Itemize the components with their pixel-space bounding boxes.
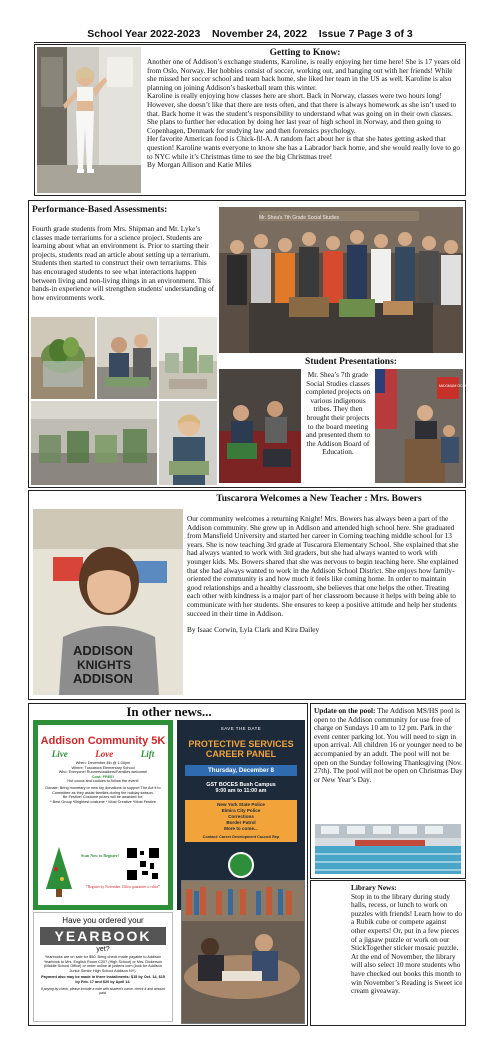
fivek-prize-list: * Best Group *Brightest costume * Most Creative *Most Festive [50,799,156,804]
assessments-title: Performance-Based Assessments: [32,205,168,215]
karoline-photo [37,47,141,193]
pool-update-section [310,703,466,879]
career-time: 9:00 am to 11:00 am [215,788,267,794]
terrarium-photo-4 [31,401,157,485]
career-contact: Contact: Career Development Council Rep [202,835,280,839]
shirt-text: ADDISON [73,643,133,658]
getting-to-know-p2: Karoline is really enjoying how classes here are short. Back in Norway, classes were two hours long! However, she doesn’t like that there are tests often, and that there is always homework as she isn’t used to that. Back home it was the student’s responsibility to understand what was going on in their own classes. She plans to further her education by doing her last year of high school in Norway, and then going to Copenhagen, Denmark for studying law and then forensics psychology. [147,91,457,135]
pool-text [314,707,464,784]
agency-item: New York State Police [217,802,265,807]
presentations-title: Student Presentations: [305,357,397,367]
library-photo [181,880,305,1024]
presentations-table-photo [219,369,301,483]
pool-title: Update on the pool: [314,706,376,715]
yearbook-note: If paying by check, please include a note with student's name, check # and amount paid. [40,986,166,995]
pool-body: The Addison MS/HS pool is open to the Addison community for use free of charge on Sundays 10 am to 12 pm. Park in the event center parking lot. You will need to sign in upon arrival. All children 16 or younger need to be accompanied by an adult. The pool will not be open on the Sunday following Thanksgiving (Nov. 27th). The pool will not be open on Christmas Day or New Year’s Day. [314,706,463,784]
school-year: School Year 2022-2023 [87,28,201,40]
fivek-where: Where: Tuscarora Elementary School [71,765,135,770]
agency-item: Corrections [228,814,254,819]
board-meeting-group-photo [219,207,463,353]
getting-to-know-title: Getting to Know: [269,48,341,58]
fivek-register: *Register by November 13th to guarantee a t-shirt* [86,885,160,889]
newsletter-header [34,28,466,42]
yearbook-word: YEARBOOK [40,927,166,945]
fivek-who: Who: Everyone! Runners/walkers/Families welcome! [58,770,148,775]
getting-to-know-p1: Another one of Addison’s exchange students, Karoline, is really enjoying her time here! She is 17 years old from Oslo, Norway. Her hobbies consist of soccer, working out, and hanging out with her friends! While she missed her soccer school and team back home, she liked her team in the US as well. Karoline is also planning on joining Addison’s basketball team this winter. [147,57,461,92]
library-news-section [310,880,466,1026]
christmas-tree-icon [44,845,74,901]
fivek-tag-live: Live [51,749,68,759]
career-agencies [185,800,297,842]
svg-text:KNIGHTS: KNIGHTS [77,658,131,672]
presentations-podium-photo [375,369,481,483]
library-text [351,884,463,996]
yearbook-yet: yet? [96,946,110,953]
terrarium-photo-1 [31,317,95,399]
fivek-tag-lift: Lift [140,749,155,759]
career-logo-icon [228,852,254,878]
occupancy-sign: MAXIMUM OCCUPANCY [439,384,481,388]
library-title: Library News: [351,883,397,892]
yearbook-ad [33,912,173,1022]
new-teacher-byline: By Isaac Corwin, Lyla Clark and Kira Dailey [187,625,320,635]
header-rule [34,42,466,43]
agency-item: More to come... [224,826,258,831]
agency-item: Elmira City Police [221,808,261,813]
fivek-cost: Cost: FREE! [91,774,115,779]
other-news-title: In other news... [126,704,212,719]
assessments-presentations-section [28,200,481,488]
new-teacher-body: Our community welcomes a returning Knight! Mrs. Bowers has always been a part of the Addison community. She grew up in Addison and attended high school here. She graduated from Mansfield University and started her career in Corning teaching middle school for 13 years. She is now teaching 3rd grade at Tuscarora Elementary School. She explained that she had always wanted to work with 3rd graders, but she had always wanted to work with younger kids. Ms. Bowers shared that she was nervous to begin teaching here. She explained that she had always wanted to work in the Addison School District. She enjoys how family-oriented the community is and how much it feels like coming home. In order to maintain good relationships and a healthy classroom, she believes that one helps the other. Treating each other with kindness is a major part of her classroom because it helps with being able to communicate with her students. She ensures to keep a positive attitude and help her students succeed in their time in Addison. [187,514,459,618]
issue-number: Issue 7 Page 3 of 3 [318,28,413,40]
terrarium-photo-2 [97,317,157,399]
yearbook-payment: Payment also may be made in three installments: $15 by Oct. 14, $15 by Feb. 17 and $20 by April 14. [41,975,165,984]
fivek-title: Addison Community 5K [40,735,166,747]
terrarium-photo-5 [159,401,217,485]
assessments-body: Fourth grade students from Mrs. Shipman and Mr. Lyke’s classes made terrariums for a science project. Students are learning about what an environment is. Prior to starting their projects, students read an article about setting up a terrarium. Students then started to construct their own terrariums. This has encouraged students to see what interactions happen between living and non-living things in an environment. This hands-in experience will strengthen students' understanding of how environments work. [32,224,215,302]
career-location: GST BOCES Bush Campus [206,782,276,788]
community-5k-flyer [33,720,173,910]
new-teacher-section [28,490,466,700]
new-teacher-title: Tuscarora Welcomes a New Teacher : Mrs. Bowers [216,494,422,504]
fivek-scan: Scan Now to Register! [81,853,119,858]
career-save-date: SAVE THE DATE [220,726,262,731]
getting-to-know-p3: Her favorite American food is Chick-fil-A. A random fact about her is that she hates getting asked that question! Karoline wants everyone to know she has a Labrador back home, and she would really love to go to NYC while it’s Christmas time to see the big Christmas tree! [147,134,461,161]
mrs-bowers-photo [33,509,183,695]
issue-date: November 24, 2022 [211,28,308,40]
agency-item: Border Patrol [226,820,256,825]
career-date: Thursday, December 8 [185,765,297,776]
fivek-donate: Donate: Bring monetary or new toy donations to support The Act it to Committee as they assist families during the holiday season. [45,785,161,795]
fivek-tag-love: Love [95,749,114,759]
career-title: PROTECTIVE SERVICES CAREER PANEL [188,739,294,759]
presentations-body: Mr. Shea’s 7th grade Social Studies classes completed projects on various indigenous tribes. They then brought their projects to the board meeting and presented them to the Addison Board of Education. [305,370,371,457]
photo-banner-text: Mr. Shea's 7th Grade Social Studies [259,215,340,221]
pool-photo [315,824,461,874]
other-news-section [28,703,308,1026]
terrarium-photo-3 [159,317,217,399]
fivek-prizes: Be Festive! Costume prizes will be awarded for: [62,795,144,800]
getting-to-know-byline: By Morgan Allison and Katie Miles [147,160,252,170]
library-body: Stop in to the library during study halls, recess, or lunch to work on puzzles with friends! Learn how to do a Rubik cube or compete against other experts! Or, put in a few pieces of a jigsaw puzzle or work on our StickTogether sticker mosaic puzzle. At the end of November, the library will also select 10 more students who have checked out books this month to win November’s Reading is Sweet ice cream giveaway. [351,891,463,996]
svg-text:ADDISON: ADDISON [73,671,133,686]
getting-to-know-section [34,44,466,196]
qr-code-icon[interactable] [126,847,160,881]
yearbook-question: Have you ordered your [62,916,144,925]
fivek-cost-note: Hot cocoa and cookies to follow the event! [67,779,139,784]
yearbook-info: Yearbooks are on sale for $50. Bring check made payable to Addison Yearbook to Mrs. English Room C207 (High School) or Mrs. Dickerson (Middle School Office) or order online at jostens.com (look for Addison Junior Senior High School Addison NY). [43,955,163,973]
fivek-when: When: December 4th @ 1:00pm [75,761,131,765]
